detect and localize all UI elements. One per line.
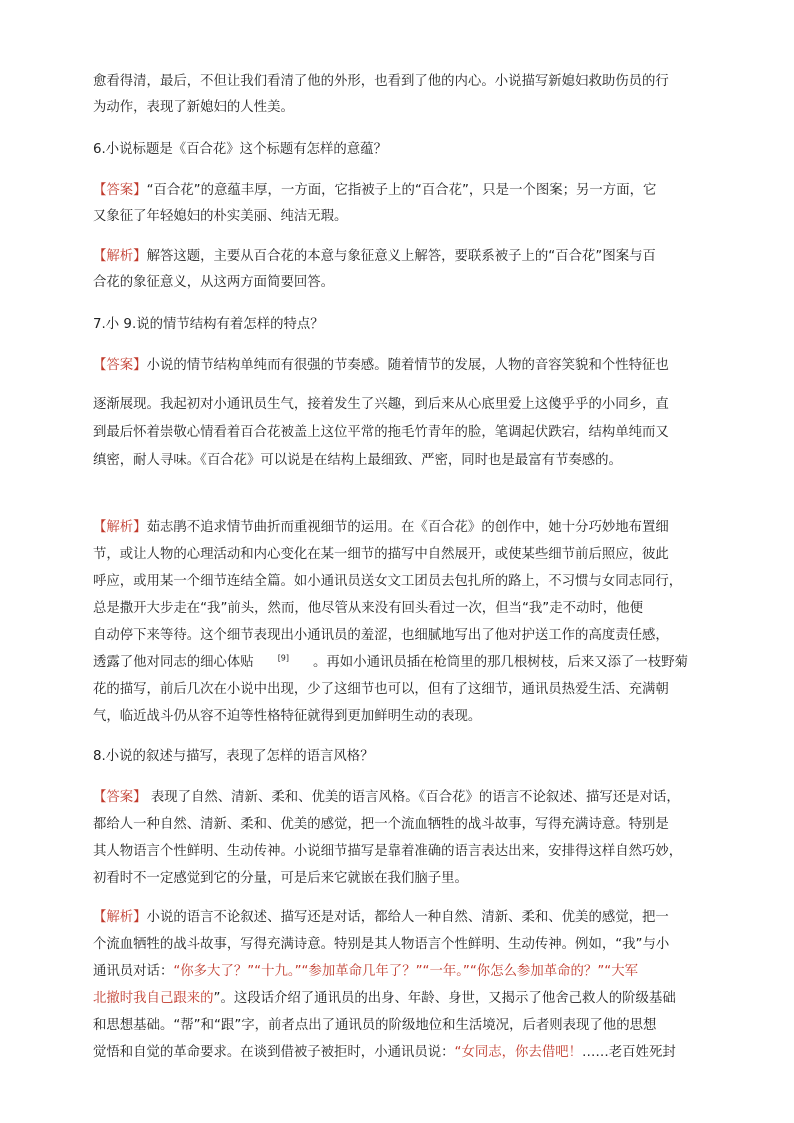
- q7-answer-line-1: [93, 356, 703, 376]
- q7-analysis-line-2: 节，或让人物的心理活动和内心变化在某一细节的描写中自然展开，或使某些细节前后照应，彼此: [93, 547, 669, 562]
- q8-analysis-line-3: [93, 962, 703, 982]
- q7-analysis-text-1: 茹志鹃不追求情节曲折而重视细节的运用。在《百合花》的创作中，她十分巧妙地布置细: [146, 520, 669, 535]
- q8-analysis-text-4b: ”。这段话介绍了通讯员的出身、年龄、身世，又揭示了他舍己救人的阶级基础: [213, 991, 676, 1006]
- dialogue-quote: 北撤时我自己跟来的: [93, 991, 214, 1006]
- q7-analysis-line-1: [93, 518, 703, 538]
- q7-analysis-line-5: 自动停下来等待。这个细节表现出小通讯员的羞涩，也细腻地写出了他对护送工作的高度责任感，: [93, 628, 669, 643]
- answer-tag: 【答案】: [93, 183, 147, 198]
- q6-analysis-text-1: 解答这题，主要从百合花的本意与象征意义上解答，要联系被子上的“百合花”图案与百: [146, 249, 656, 264]
- q8-answer-line-1: [93, 788, 703, 808]
- q6-answer-line-1: [93, 181, 703, 201]
- q8-answer-line-3: 其人物语言个性鲜明、生动传神。小说细节描写是靠着准确的语言表达出来，安排得这样自然巧妙，: [93, 844, 683, 859]
- q8-analysis-line-2: 个流血牺牲的战斗故事，写得充满诗意。特别是其人物语言个性鲜明、生动传神。例如，“我”与小: [93, 937, 670, 952]
- q7-answer-text-1: 小说的情节结构单纯而有很强的节奏感。随着情节的发展，人物的音容笑貌和个性特征也: [146, 358, 669, 373]
- dialogue-quote: “你多大了？”“十九。”“参加革命几年了？”“一年。”“你怎么参加革命的？”“大军: [173, 964, 638, 979]
- intro-line-2: 为动作，表现了新媳妇的人性美。: [93, 100, 294, 115]
- analysis-tag: 【解析】: [93, 249, 147, 264]
- q7-answer-line-2: 逐渐展现。我起初对小通讯员生气，接着发生了兴趣，到后来从心底里爱上这傻乎乎的小同乡，直: [93, 397, 669, 412]
- footnote-ref: [9]: [277, 653, 290, 663]
- question-6: 6.小说标题是《百合花》这个标题有怎样的意蕴？: [93, 142, 387, 157]
- question-8: 8.小说的叙述与描写，表现了怎样的语言风格？: [93, 749, 374, 764]
- q8-analysis-line-4: [93, 989, 703, 1009]
- q8-answer-text-1: 表现了自然、清新、柔和、优美的语言风格。《百合花》的语言不论叙述、描写还是对话，: [146, 790, 680, 805]
- intro-line-1: 愈看得清，最后，不但让我们看清了他的外形，也看到了他的内心。小说描写新媳妇救助伤员的行: [93, 74, 669, 89]
- analysis-tag: 【解析】: [93, 910, 147, 925]
- analysis-tag: 【解析】: [93, 520, 147, 535]
- q6-analysis-line-1: [93, 247, 703, 267]
- q8-analysis-text-6a: 觉悟和自觉的革命要求。在谈到借被子被拒时，小通讯员说：: [93, 1045, 455, 1060]
- q7-analysis-line-7: 花的描写，前后几次在小说中出现，少了这细节也可以，但有了这细节，通讯员热爱生活、充满朝: [93, 682, 669, 697]
- q7-answer-line-4: 缜密，耐人寻味。《百合花》可以说是在结构上最细致、严密，同时也是最富有节奏感的。: [93, 453, 622, 468]
- q7-analysis-line-4: 总是撒开大步走在“我”前头，然而，他尽管从来没有回头看过一次，但当“我”走不动时，他便: [93, 601, 643, 616]
- q8-analysis-line-5: 和思想基础。“帮”和“跟”字，前者点出了通讯员的阶级地位和生活境况，后者则表现了他的思想: [93, 1018, 657, 1033]
- q7-analysis-text-6b: 。再如小通讯员插在枪筒里的那几根树枝，后来又添了一枝野菊: [313, 655, 688, 670]
- answer-tag: 【答案】: [93, 358, 147, 373]
- q7-analysis-line-3: 呼应，或用某一个细节连结全篇。如小通讯员送女文工团员去包扎所的路上，不习惯与女同志同行，: [93, 574, 683, 589]
- q8-answer-line-2: 都给人一种自然、清新、柔和、优美的感觉，把一个流血牺牲的战斗故事，写得充满诗意。特别是: [93, 817, 669, 832]
- q7-analysis-line-6: [93, 653, 703, 673]
- q7-analysis-line-8: 气，临近战斗仍从容不迫等性格特征就得到更加鲜明生动的表现。: [93, 709, 482, 724]
- q8-analysis-line-1: [93, 908, 703, 928]
- q7-answer-line-3: 到最后怀着崇敬心情看着百合花被盖上这位平常的拖毛竹青年的脸，笔调起伏跌宕，结构单纯而又: [93, 425, 669, 440]
- answer-tag: 【答案】: [93, 790, 147, 805]
- question-7: 7.小 9.说的情节结构有着怎样的特点？: [93, 317, 324, 332]
- q7-analysis-text-6a: 透露了他对同志的细心体贴: [93, 655, 254, 670]
- q8-analysis-line-6: [93, 1043, 703, 1063]
- q8-analysis-text-1: 小说的语言不论叙述、描写还是对话，都给人一种自然、清新、柔和、优美的感觉，把一: [146, 910, 669, 925]
- q8-analysis-text-6c: ……老百姓死封: [582, 1045, 676, 1060]
- dialogue-quote: “女同志，你去借吧！: [454, 1045, 582, 1060]
- q6-answer-text-1: “百合花”的意蕴丰厚，一方面，它指被子上的“百合花”，只是一个图案；另一方面，它: [146, 183, 657, 198]
- q8-answer-line-4: 初看时不一定感觉到它的分量，可是后来它就嵌在我们脑子里。: [93, 871, 468, 886]
- q8-analysis-text-3a: 通讯员对话：: [93, 964, 174, 979]
- q6-answer-line-2: 又象征了年轻媳妇的朴实美丽、纯洁无瑕。: [93, 209, 348, 224]
- q6-analysis-line-2: 合花的象征意义，从这两方面简要回答。: [93, 275, 335, 290]
